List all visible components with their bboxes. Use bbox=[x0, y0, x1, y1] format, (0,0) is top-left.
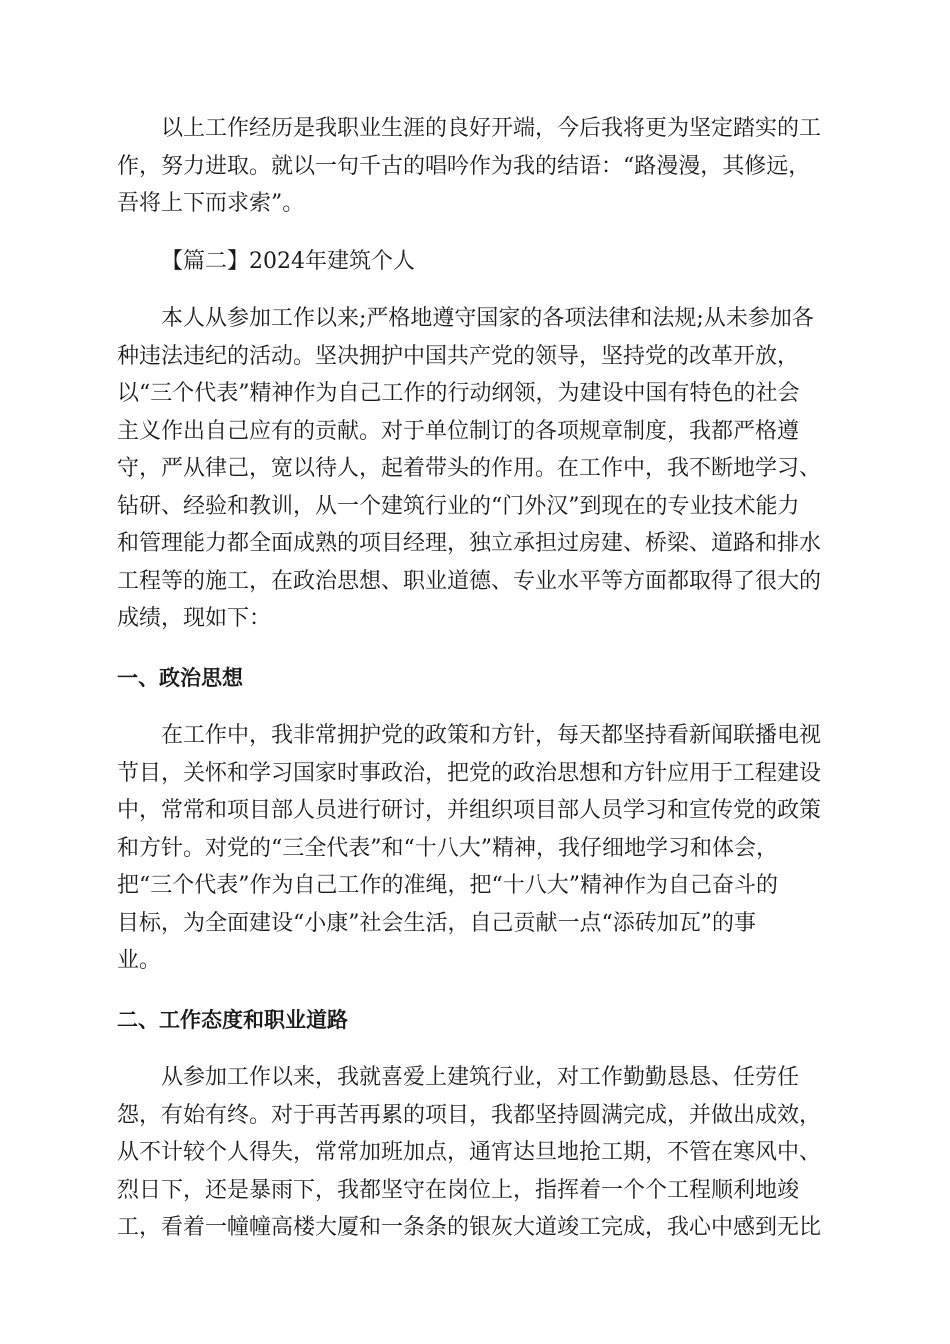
text-line: 成绩，现如下： bbox=[117, 606, 272, 631]
text-line: 从参加工作以来，我就喜爱上建筑行业，对工作勤勤恳恳、任劳任 bbox=[161, 1065, 800, 1090]
text-line: 业。 bbox=[117, 948, 162, 973]
text-line: 工程等的施工，在政治思想、职业道德、专业水平等方面都取得了很大的 bbox=[117, 568, 822, 594]
text-line: 目标，为全面建设“小康”社会生活，自己贡献一点“添砖加瓦”的事 bbox=[117, 910, 756, 936]
heading-political-thought: 一、政治思想 bbox=[117, 665, 243, 690]
text-line: 以上工作经历是我职业生涯的良好开端，今后我将更为坚定踏实的工 bbox=[161, 116, 822, 141]
paragraph-political-thought bbox=[117, 717, 833, 980]
paragraph-work-attitude bbox=[117, 1059, 833, 1247]
text-line: 工，看着一幢幢高楼大厦和一条条的银灰大道竣工完成，我心中感到无比 bbox=[117, 1215, 822, 1240]
heading-work-attitude: 二、工作态度和职业道路 bbox=[117, 1007, 348, 1032]
text-line: 中，常常和项目部人员进行研讨，并组织项目部人员学习和宣传党的政策 bbox=[117, 798, 822, 823]
text-line: 怨，有始有终。对于再苦再累的项目，我都坚持圆满完成，并做出成效， bbox=[117, 1102, 822, 1128]
document-page bbox=[117, 110, 833, 1247]
text-line: 烈日下，还是暴雨下，我都坚守在岗位上，指挥着一个个工程顺利地竣 bbox=[117, 1177, 800, 1203]
text-line: 种违法违纪的活动。坚决拥护中国共产党的领导，坚持党的改革开放， bbox=[117, 343, 800, 369]
text-line: 钻研、经验和教训，从一个建筑行业的“门外汉”到现在的专业技术能力 bbox=[117, 493, 800, 519]
text-line: 在工作中，我非常拥护党的政策和方针，每天都坚持看新闻联播电视 bbox=[161, 723, 822, 748]
text-line: 吾将上下而求索”。 bbox=[117, 191, 305, 216]
text-line: 守，严从律己，宽以待人，起着带头的作用。在工作中，我不断地学习、 bbox=[117, 456, 822, 481]
text-line: 本人从参加工作以来;严格地遵守国家的各项法律和法规;从未参加各 bbox=[161, 306, 814, 331]
text-line: 作，努力进取。就以一句千古的唱吟作为我的结语：“路漫漫，其修远， bbox=[117, 153, 811, 179]
text-line: 和管理能力都全面成熟的项目经理，独立承担过房建、桥梁、道路和排水 bbox=[117, 531, 822, 556]
text-line: 主义作出自己应有的贡献。对于单位制订的各项规章制度，我都严格遵 bbox=[117, 418, 800, 444]
paragraph-intro bbox=[117, 300, 833, 638]
text-line: 从不计较个人得失，常常加班加点，通宵达旦地抢工期，不管在寒风中、 bbox=[117, 1140, 822, 1165]
section-title: 【篇二】2024年建筑个人 bbox=[161, 248, 415, 274]
text-line: 以“三个代表”精神作为自己工作的行动纲领，为建设中国有特色的社会 bbox=[117, 381, 800, 406]
text-line: 和方针。对党的“三全代表”和“十八大”精神，我仔细地学习和体会， bbox=[117, 835, 778, 861]
paragraph-conclusion bbox=[117, 110, 833, 223]
text-line: 节目，关怀和学习国家时事政治，把党的政治思想和方针应用于工程建设 bbox=[117, 760, 822, 786]
text-line: 把“三个代表”作为自己工作的准绳，把“十八大”精神作为自己奋斗的 bbox=[117, 873, 778, 898]
